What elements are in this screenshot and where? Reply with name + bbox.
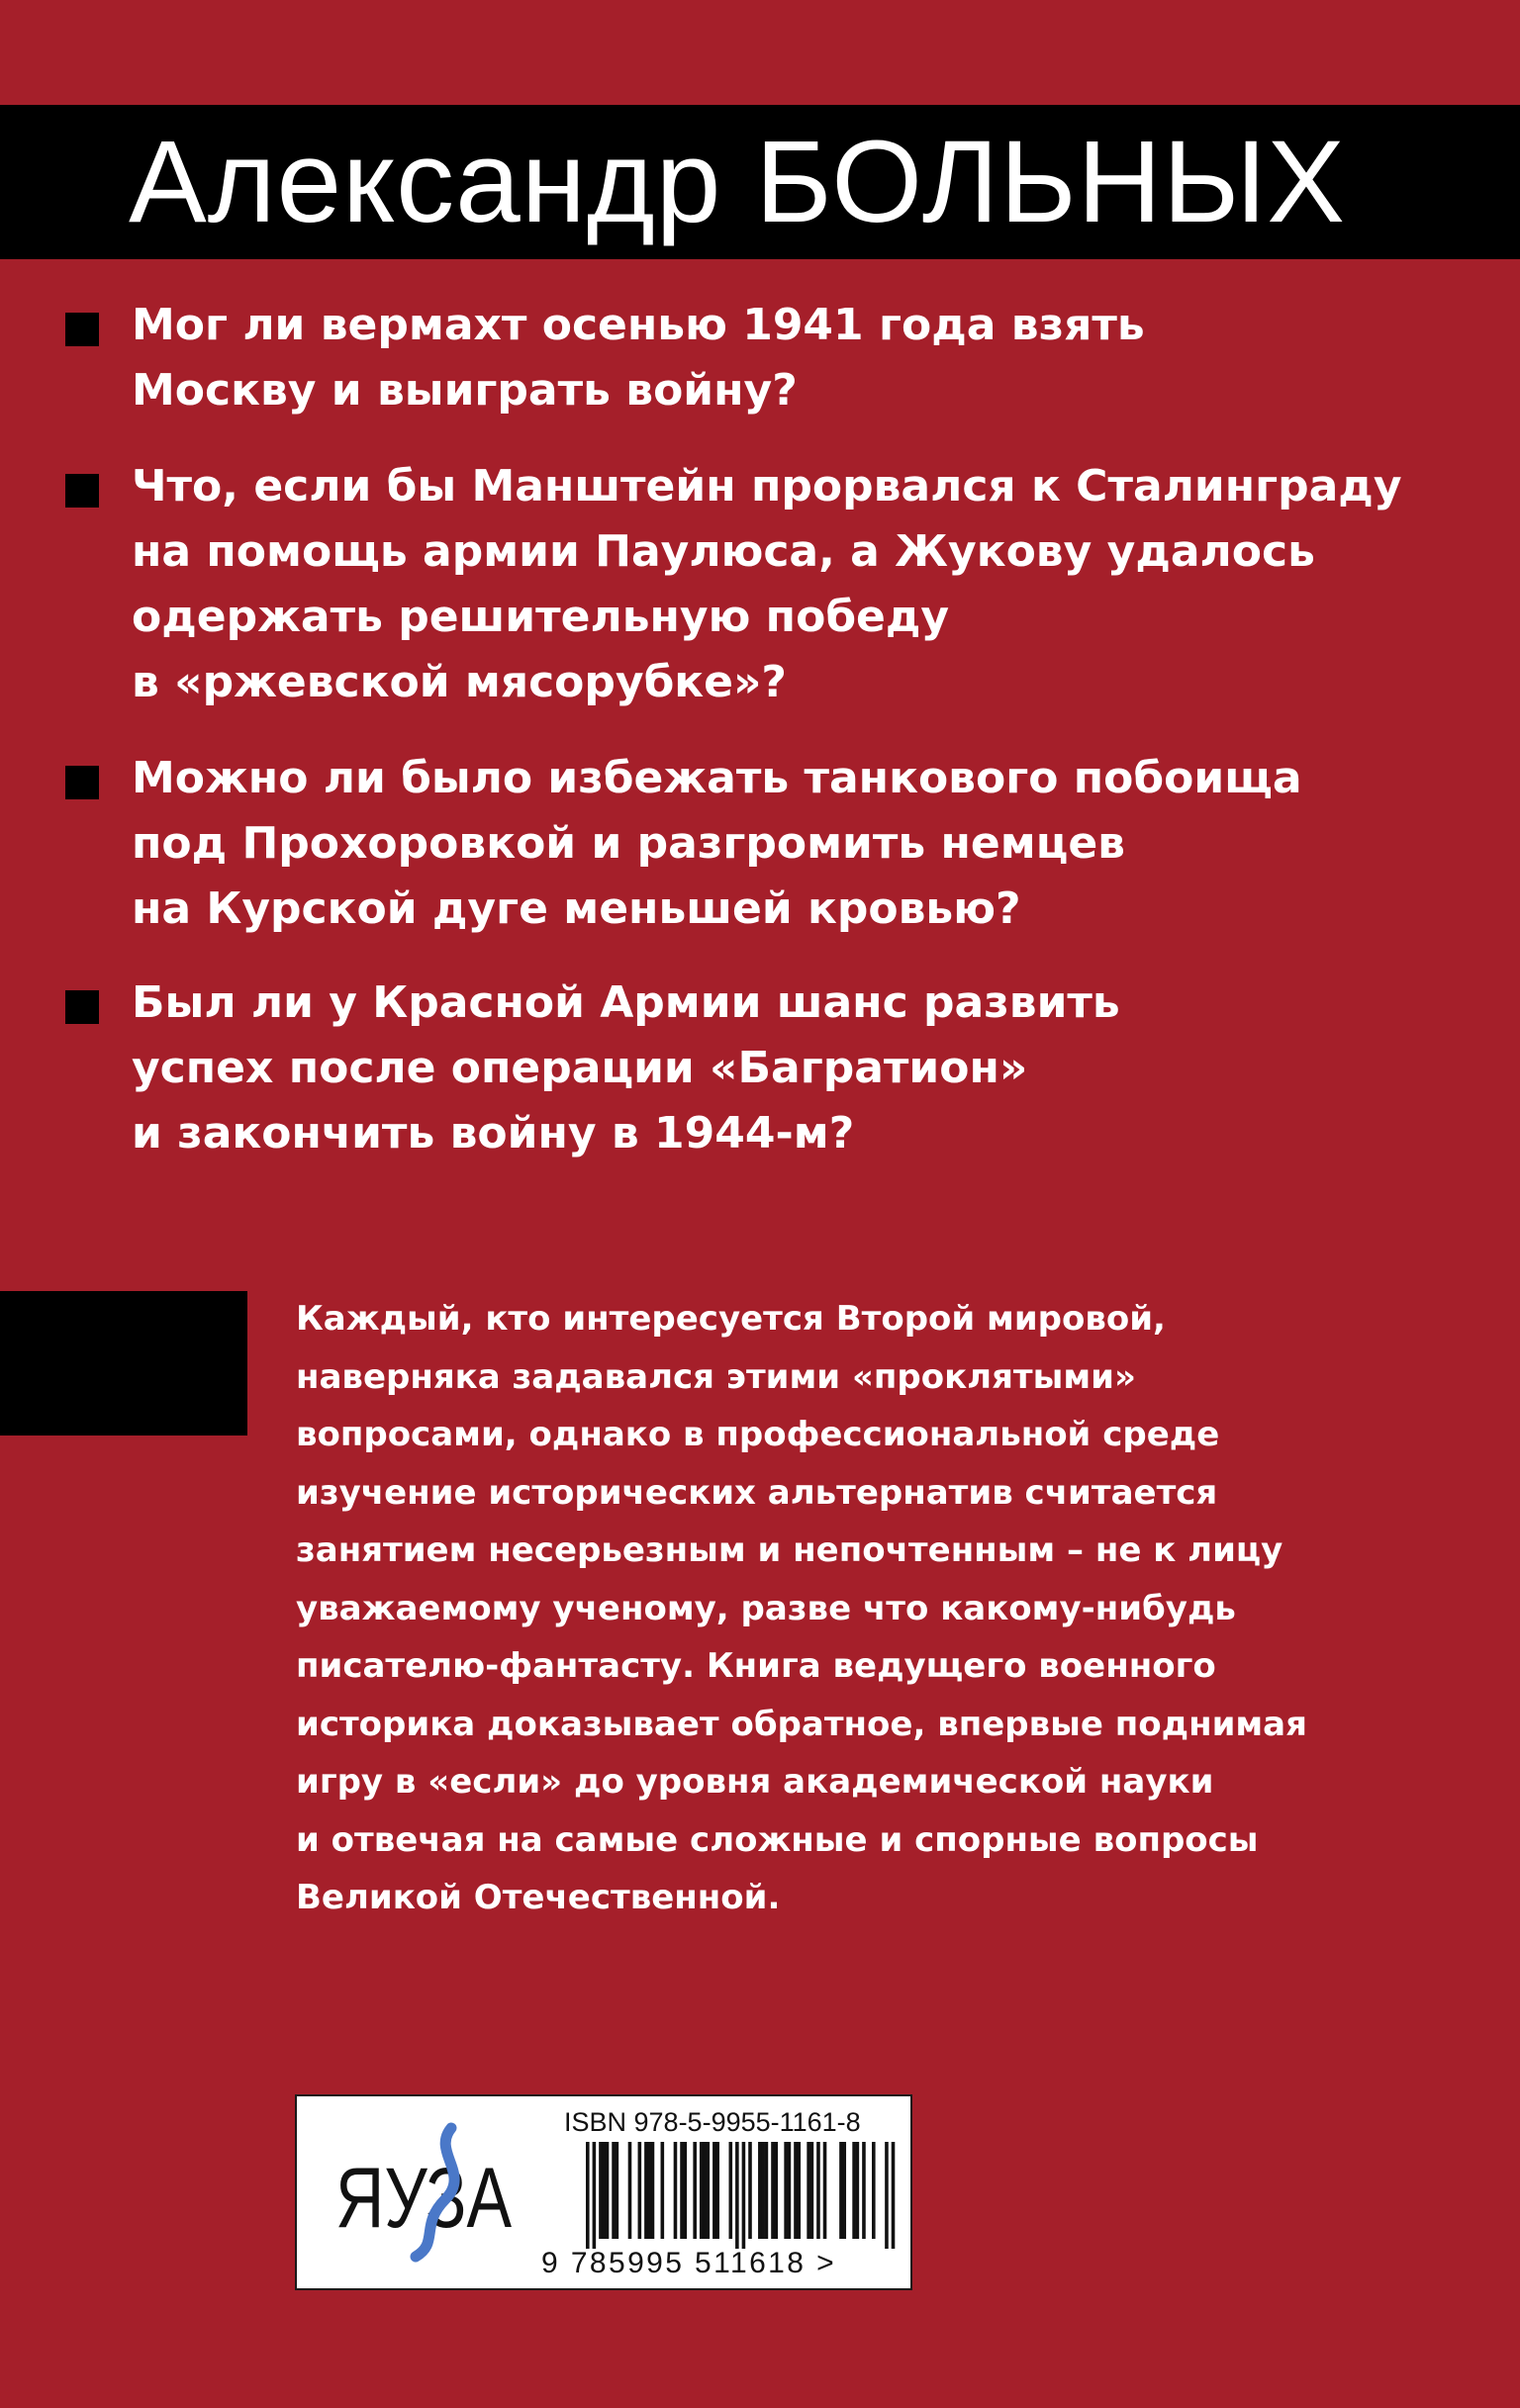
barcode-bar (644, 2142, 648, 2239)
barcode-bar (807, 2142, 810, 2239)
barcode-bar (715, 2142, 719, 2239)
annotation-text: Каждый, кто интересуется Второй мировой, наверняка задавался этими «проклятыми» вопросами, однако в профессиональной среде изучение исторических альтернатив считается занятием несерьезным и непочтенным – не к лицу уважаемому ученому, разве что какому-нибудь писателю-фантасту. Книга ведущего военного историка доказывает обратное, впервые поднимая игру в «если» до уровня академической науки и отвечая на самые сложные и спорные вопросы Великой Отечественной. (296, 1299, 1307, 1917)
barcode-bar (684, 2142, 688, 2239)
barcode-bar (816, 2142, 820, 2239)
question-text: Можно ли было избежать танкового побоища под Прохоровкой и разгромить немцев на Курской дуге меньшей кровью? (132, 753, 1302, 934)
square-bullet-icon (65, 990, 99, 1024)
barcode-bar (616, 2142, 619, 2239)
barcode-bar (748, 2142, 752, 2239)
barcode-bar (823, 2142, 827, 2239)
barcode-bar (612, 2142, 616, 2239)
square-bullet-icon (65, 474, 99, 508)
barcode-bar (810, 2142, 814, 2239)
isbn-label: ISBN 978-5-9955-1161-8 (564, 2107, 861, 2137)
barcode-bar (700, 2142, 704, 2239)
barcode-bar (839, 2142, 843, 2239)
square-bullet-icon (65, 313, 99, 346)
barcode-bar (693, 2142, 697, 2239)
barcode-bar (661, 2142, 665, 2239)
barcode-bar (784, 2142, 788, 2239)
barcode (586, 2142, 895, 2249)
barcode-bar (856, 2142, 860, 2239)
barcode-bar (761, 2142, 765, 2239)
question-text: Был ли у Красной Армии шанс развить успех после операции «Багратион» и закончить войну в 1944-м? (132, 977, 1120, 1158)
barcode-bar (703, 2142, 707, 2239)
question-text: Что, если бы Манштейн прорвался к Сталинграду на помощь армии Паулюса, а Жукову удалось одержать решительную победу в «ржевской мясорубке»? (132, 461, 1402, 707)
publisher-logo (325, 2116, 522, 2265)
barcode-bar (680, 2142, 684, 2239)
barcode-bar (651, 2142, 655, 2239)
barcode-bar (729, 2142, 733, 2239)
isbn-panel (295, 2094, 912, 2290)
question-text: Мог ли вермахт осенью 1941 года взять Москву и выиграть войну? (132, 300, 1145, 416)
barcode-bar (599, 2142, 603, 2239)
barcode-bar (758, 2142, 762, 2239)
barcode-bar (674, 2142, 678, 2239)
barcode-bar (707, 2142, 711, 2239)
barcode-bar (628, 2142, 632, 2239)
barcode-bar (647, 2142, 651, 2239)
barcode-bar (872, 2142, 876, 2239)
barcode-bar (765, 2142, 769, 2239)
barcode-bar (712, 2142, 716, 2239)
barcode-bar (638, 2142, 642, 2239)
barcode-bar (862, 2142, 866, 2239)
barcode-digits: 9 785995 511618 > (541, 2247, 836, 2279)
barcode-bar (771, 2142, 775, 2239)
barcode-bar (774, 2142, 778, 2239)
publisher-logo-text: ЯУЗА (335, 2151, 513, 2246)
barcode-bar (586, 2142, 590, 2249)
barcode-bar (885, 2142, 889, 2249)
barcode-bar (602, 2142, 606, 2239)
barcode-bar (735, 2142, 739, 2249)
barcode-bar (842, 2142, 846, 2239)
barcode-bar (593, 2142, 597, 2249)
barcode-bar (788, 2142, 792, 2239)
square-bullet-icon (65, 766, 99, 799)
barcode-bar (892, 2142, 896, 2249)
decorative-side-block (0, 1291, 247, 1436)
barcode-bar (794, 2142, 798, 2239)
barcode-bar (742, 2142, 746, 2249)
barcode-bar (852, 2142, 856, 2239)
barcode-bar (606, 2142, 610, 2239)
author-name: Александр БОЛЬНЫХ (129, 117, 1347, 247)
barcode-bar (797, 2142, 801, 2239)
